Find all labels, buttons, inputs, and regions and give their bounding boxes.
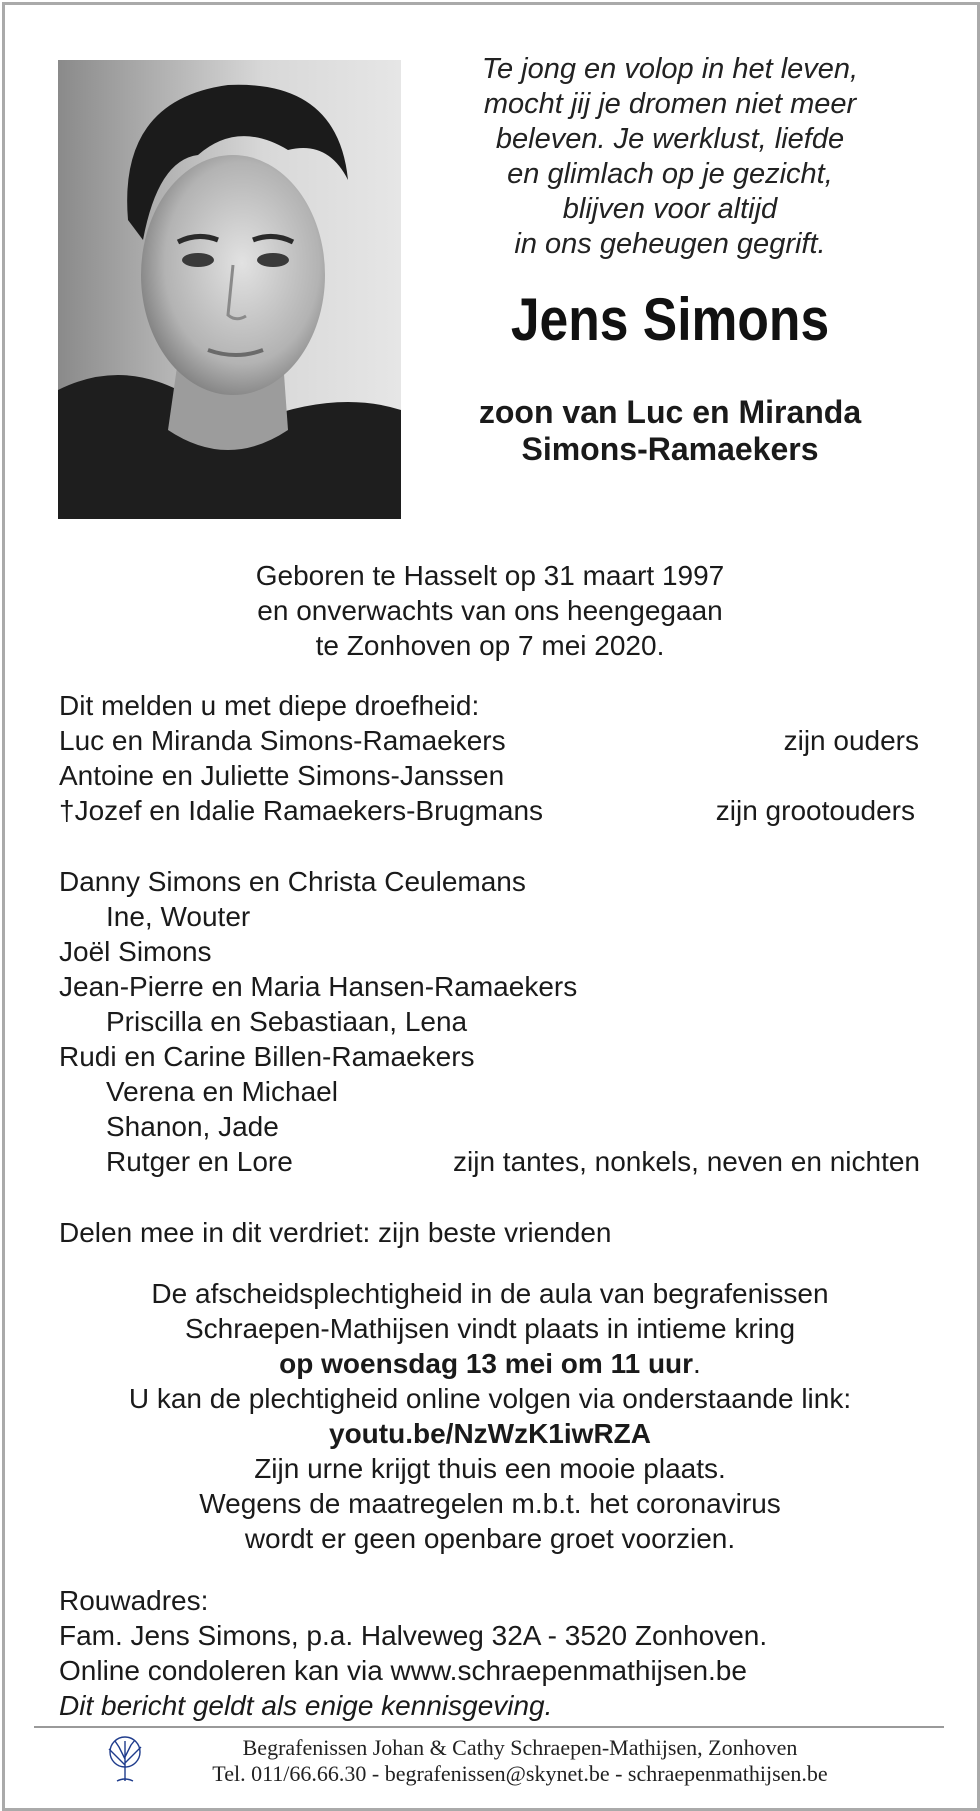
poem-line: beleven. Je werklust, liefde (495, 123, 845, 155)
ceremony-line: Wegens de maatregelen m.b.t. het coronavirus (199, 1488, 781, 1519)
relative-1: Danny Simons en Christa Ceulemans (59, 866, 526, 897)
ceremony-line: U kan de plechtigheid online volgen via onderstaande link: (128, 1383, 852, 1414)
birth-line: Geboren te Hasselt op 31 maart 1997 (255, 560, 725, 591)
footer-company: Begrafenissen Johan & Cathy Schraepen-Mathijsen, Zonhoven (242, 1735, 798, 1760)
poem-line: en glimlach op je gezicht, (507, 158, 833, 190)
relative-4-children: Shanon, Jade (106, 1111, 279, 1142)
relatives-role: zijn tantes, nonkels, neven en nichten (453, 1146, 920, 1177)
announce-intro: Dit melden u met diepe droefheid: (59, 690, 480, 721)
relative-4-children: Verena en Michael (106, 1076, 338, 1107)
relative-4: Rudi en Carine Billen-Ramaekers (59, 1041, 475, 1072)
ceremony-line: Schraepen-Mathijsen vindt plaats in intieme kring (184, 1313, 796, 1344)
son-of (420, 394, 920, 468)
deceased-name: Jens Simons (510, 286, 830, 353)
friends-line: Delen mee in dit verdriet: zijn beste vrienden (59, 1217, 612, 1248)
ceremony-line: Zijn urne krijgt thuis een mooie plaats. (254, 1453, 726, 1484)
parents-role: zijn ouders (783, 725, 919, 756)
poem-line: mocht jij je dromen niet meer (483, 88, 857, 120)
address-line: Fam. Jens Simons, p.a. Halveweg 32A - 3520 Zonhoven. (59, 1620, 768, 1651)
ceremony-date (60, 1346, 920, 1381)
relatives-row (106, 1144, 920, 1179)
relative-4-children: Rutger en Lore (106, 1146, 293, 1177)
birth-line: te Zonhoven op 7 mei 2020. (315, 630, 665, 661)
grandparents-2: †Jozef en Idalie Ramaekers-Brugmans (59, 795, 544, 826)
tree-logo-icon (103, 1735, 147, 1783)
relative-2: Joël Simons (59, 936, 212, 967)
condolence-line: Online condoleren kan via www.schraepenmathijsen.be (59, 1655, 747, 1686)
portrait-photo (58, 60, 401, 519)
poem (440, 52, 900, 262)
poem-line: Te jong en volop in het leven, (481, 53, 859, 85)
parents-names: Luc en Miranda Simons-Ramaekers (59, 725, 506, 756)
notice-line: Dit bericht geldt als enige kennisgeving. (59, 1690, 553, 1721)
birth-details (130, 558, 850, 663)
stream-link[interactable]: youtu.be/NzWzK1iwRZA (329, 1418, 651, 1449)
ceremony-date-period: . (693, 1348, 701, 1379)
son-of-line: Simons-Ramaekers (521, 431, 819, 467)
address-label: Rouwadres: (59, 1585, 209, 1616)
family-grandparents (59, 793, 919, 828)
grandparents-1: Antoine en Juliette Simons-Janssen (59, 760, 505, 791)
poem-line: in ons geheugen gegrift. (514, 228, 826, 260)
relative-3: Jean-Pierre en Maria Hansen-Ramaekers (59, 971, 578, 1002)
ceremony-line: wordt er geen openbare groet voorzien. (244, 1523, 736, 1554)
grandparents-role: zijn grootouders (715, 795, 915, 826)
birth-line: en onverwachts van ons heengegaan (257, 595, 723, 626)
footer-divider (34, 1726, 944, 1728)
relative-1-children: Ine, Wouter (106, 901, 251, 932)
ceremony-date-bold: op woensdag 13 mei om 11 uur (279, 1348, 694, 1379)
poem-line: blijven voor altijd (562, 193, 778, 225)
family-parents (59, 723, 919, 758)
relative-3-children: Priscilla en Sebastiaan, Lena (106, 1006, 468, 1037)
footer-contact: Tel. 011/66.66.30 - begrafenissen@skynet.be - schraepenmathijsen.be (212, 1761, 828, 1786)
son-of-line: zoon van Luc en Miranda (478, 394, 862, 430)
ceremony-line: De afscheidsplechtigheid in de aula van begrafenissen (151, 1278, 829, 1309)
